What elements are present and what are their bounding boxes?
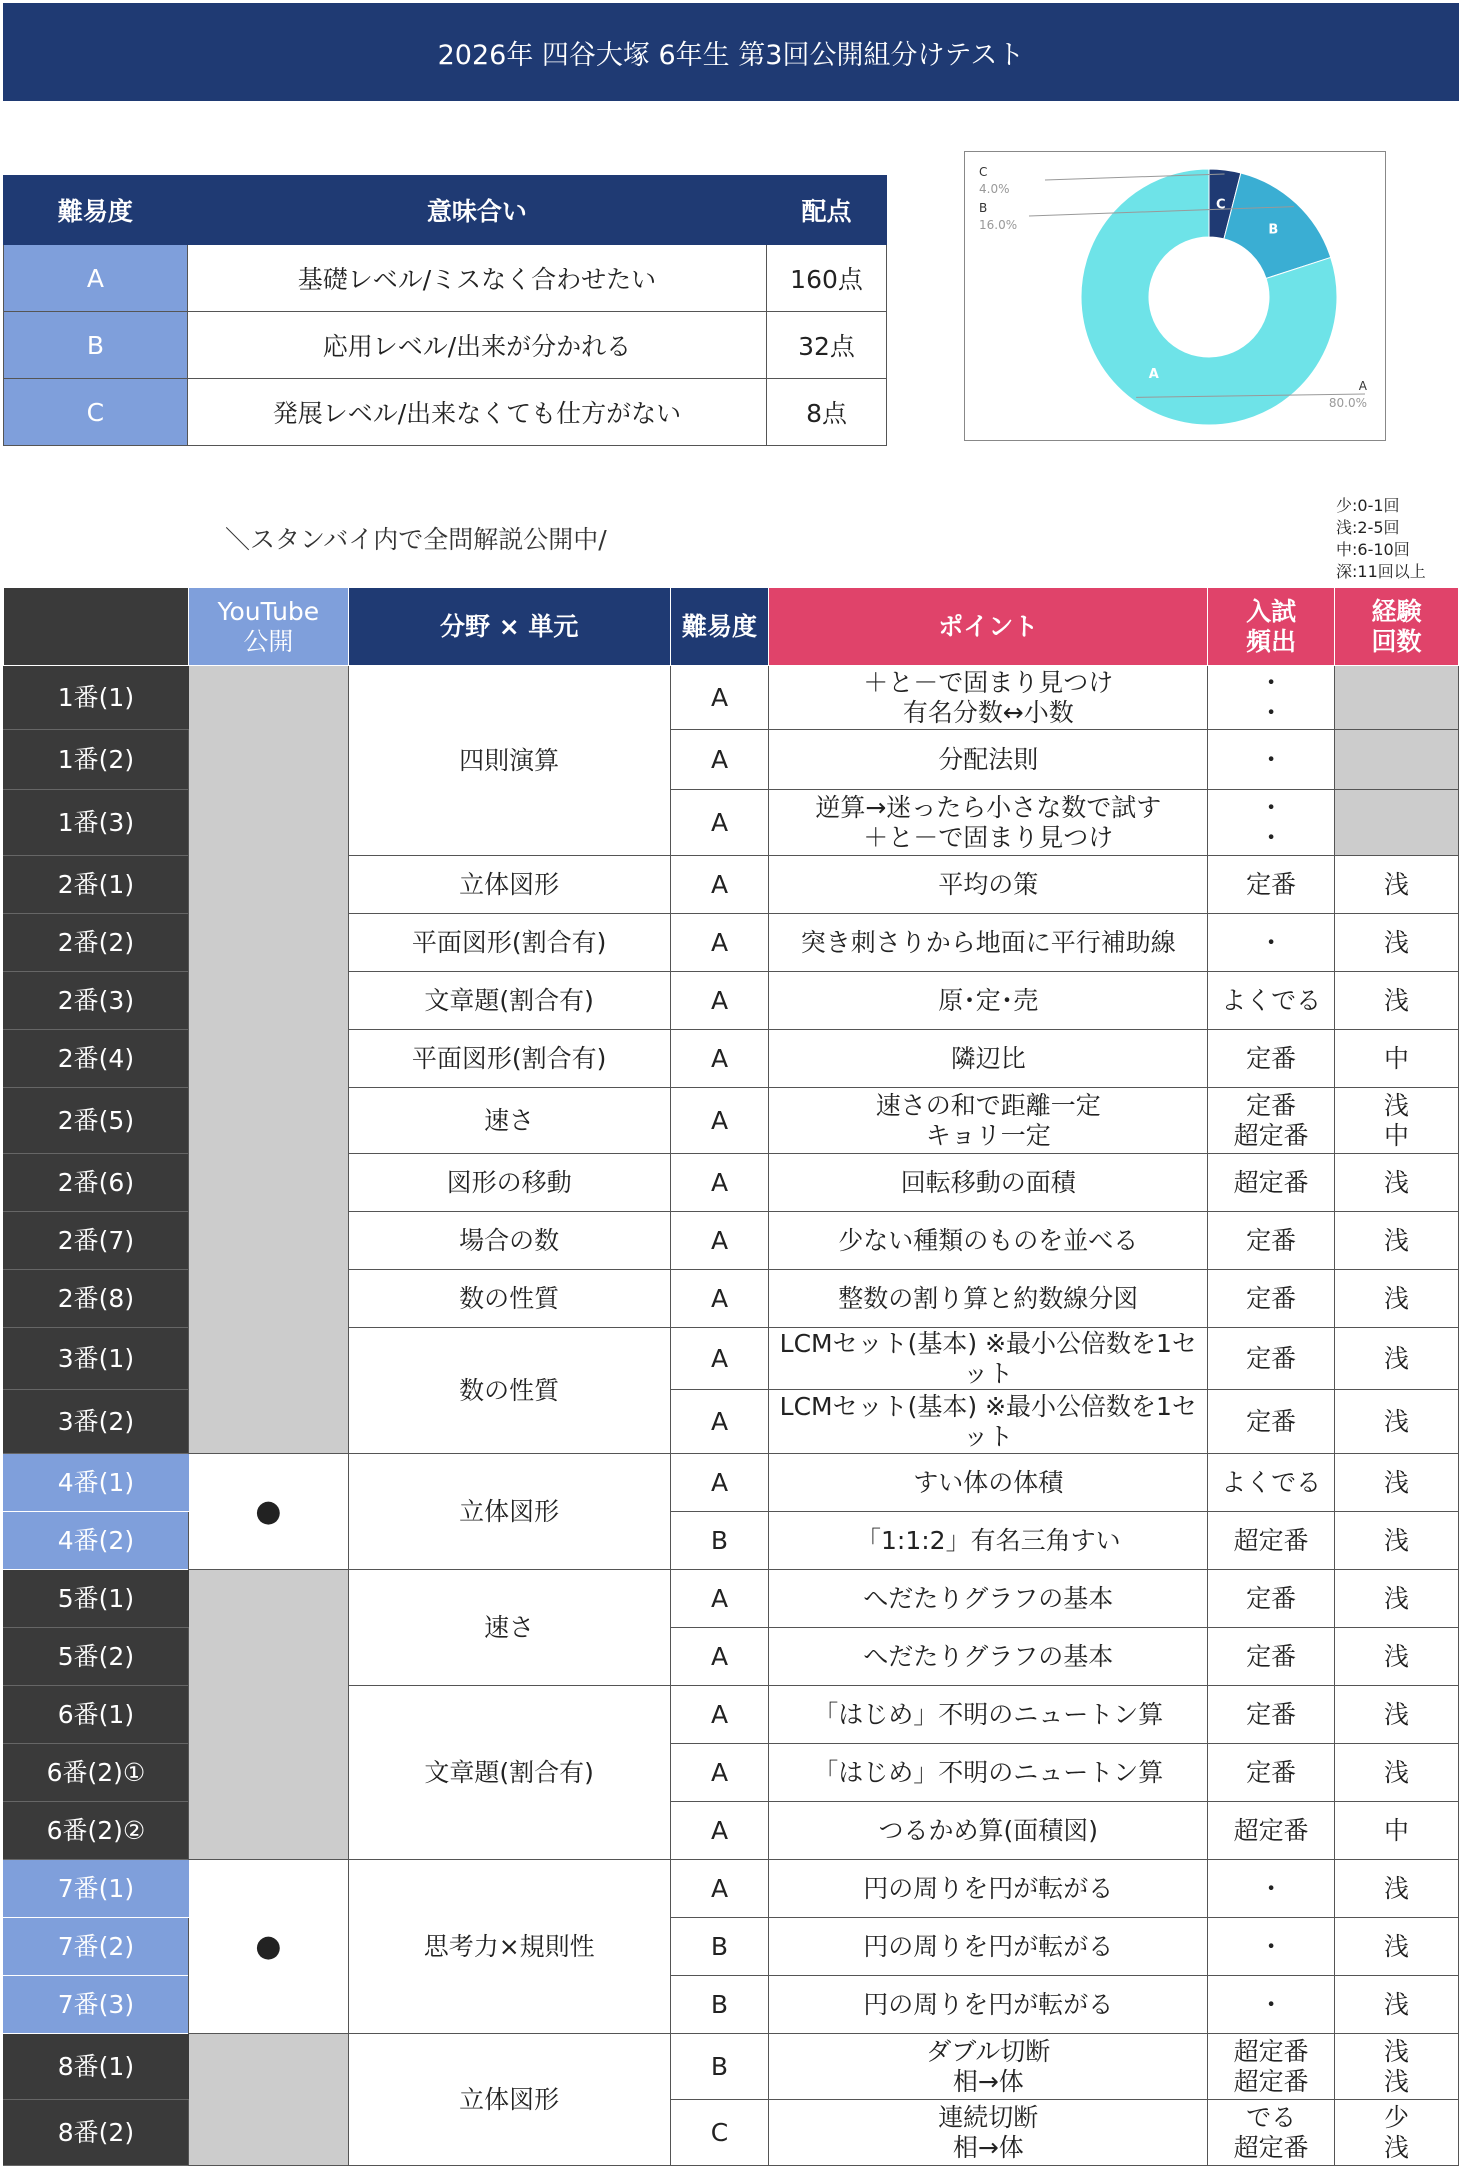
- difficulty-row: [4, 312, 887, 379]
- header-youtube: YouTube 公開: [188, 588, 348, 666]
- difficulty-cell: A: [670, 1454, 769, 1512]
- question-number-cell: 6番(2)①: [4, 1744, 189, 1802]
- subtitle: ＼スタンバイ内で全問解説公開中/: [225, 525, 607, 554]
- points-cell: 8点: [767, 379, 887, 446]
- experience-cell: 浅: [1335, 1454, 1459, 1512]
- difficulty-cell: A: [670, 790, 769, 856]
- difficulty-cell: B: [670, 1512, 769, 1570]
- question-row: [4, 1454, 1459, 1512]
- legend-line: 少:0-1回: [1336, 496, 1400, 515]
- experience-cell: 浅: [1335, 972, 1459, 1030]
- level-cell: A: [4, 245, 188, 312]
- frequency-cell: 超定番: [1208, 1802, 1335, 1860]
- point-cell: 円の周りを円が転がる: [769, 1860, 1208, 1918]
- page-title: 2026年 四谷大塚 6年生 第3回公開組分けテスト: [3, 3, 1459, 101]
- difficulty-cell: A: [670, 1860, 769, 1918]
- difficulty-cell: A: [670, 914, 769, 972]
- experience-cell: 浅: [1335, 1212, 1459, 1270]
- experience-cell: 中: [1335, 1030, 1459, 1088]
- difficulty-cell: A: [670, 1390, 769, 1454]
- experience-cell: 浅: [1335, 1918, 1459, 1976]
- point-cell: 分配法則: [769, 730, 1208, 790]
- experience-cell: 浅: [1335, 1860, 1459, 1918]
- difficulty-row: [4, 245, 887, 312]
- donut-svg: [965, 152, 1385, 440]
- field-cell: 数の性質: [348, 1270, 670, 1328]
- experience-cell: [1335, 790, 1459, 856]
- experience-cell: 浅: [1335, 1390, 1459, 1454]
- point-cell: 平均の策: [769, 856, 1208, 914]
- points-cell: 32点: [767, 312, 887, 379]
- question-number-cell: 4番(2): [4, 1512, 189, 1570]
- frequency-cell: ・: [1208, 1860, 1335, 1918]
- difficulty-cell: A: [670, 972, 769, 1030]
- difficulty-cell: B: [670, 1918, 769, 1976]
- percent-label-b: 16.0%: [979, 218, 1018, 232]
- question-number-cell: 7番(3): [4, 1976, 189, 2034]
- experience-cell: 中: [1335, 1802, 1459, 1860]
- question-number-cell: 1番(2): [4, 730, 189, 790]
- field-cell: 平面図形(割合有): [348, 1030, 670, 1088]
- difficulty-cell: B: [670, 2034, 769, 2100]
- point-cell: すい体の体積: [769, 1454, 1208, 1512]
- percent-label-a: 80.0%: [1328, 396, 1367, 410]
- frequency-cell: 定番: [1208, 1212, 1335, 1270]
- frequency-cell: 定番 超定番: [1208, 1088, 1335, 1154]
- outer-label-b: B: [979, 201, 988, 215]
- point-cell: 隣辺比: [769, 1030, 1208, 1088]
- question-number-cell: 7番(2): [4, 1918, 189, 1976]
- difficulty-cell: A: [670, 1802, 769, 1860]
- difficulty-cell: A: [670, 1154, 769, 1212]
- slice-label-b: B: [1268, 222, 1279, 238]
- question-number-cell: 6番(1): [4, 1686, 189, 1744]
- header-difficulty: 難易度: [4, 176, 188, 245]
- frequency-cell: でる 超定番: [1208, 2100, 1335, 2166]
- difficulty-header-row: [4, 176, 887, 245]
- question-number-cell: 7番(1): [4, 1860, 189, 1918]
- header-points: 配点: [767, 176, 887, 245]
- header-frequency: 入試 頻出: [1208, 588, 1335, 666]
- frequency-cell: 定番: [1208, 1628, 1335, 1686]
- outer-label-c: C: [979, 165, 988, 179]
- question-row: [4, 2034, 1459, 2100]
- experience-cell: 浅: [1335, 856, 1459, 914]
- question-number-cell: 4番(1): [4, 1454, 189, 1512]
- question-row: [4, 1570, 1459, 1628]
- outer-label-a: A: [1358, 379, 1367, 393]
- point-cell: 「はじめ」不明のニュートン算: [769, 1744, 1208, 1802]
- point-cell: 逆算→迷ったら小さな数で試す ＋と－で固まり見つけ: [769, 790, 1208, 856]
- frequency-cell: 定番: [1208, 856, 1335, 914]
- point-cell: 円の周りを円が転がる: [769, 1918, 1208, 1976]
- question-number-cell: 8番(1): [4, 2034, 189, 2100]
- point-cell: 原･定･売: [769, 972, 1208, 1030]
- difficulty-cell: A: [670, 1030, 769, 1088]
- level-cell: C: [4, 379, 188, 446]
- slice-label-c: C: [1216, 197, 1226, 213]
- field-cell: 平面図形(割合有): [348, 914, 670, 972]
- point-cell: 少ない種類のものを並べる: [769, 1212, 1208, 1270]
- point-cell: 「はじめ」不明のニュートン算: [769, 1686, 1208, 1744]
- field-cell: 立体図形: [348, 1454, 670, 1570]
- experience-cell: 浅: [1335, 1512, 1459, 1570]
- difficulty-table: [3, 175, 887, 446]
- legend-line: 深:11回以上: [1336, 562, 1426, 581]
- frequency-cell: 定番: [1208, 1744, 1335, 1802]
- experience-legend: [1336, 495, 1426, 583]
- frequency-cell: 超定番 超定番: [1208, 2034, 1335, 2100]
- question-number-cell: 2番(2): [4, 914, 189, 972]
- question-header-row: [4, 588, 1459, 666]
- point-cell: ＋と－で固まり見つけ 有名分数↔小数: [769, 666, 1208, 730]
- experience-cell: 少 浅: [1335, 2100, 1459, 2166]
- difficulty-cell: A: [670, 1328, 769, 1390]
- question-row: [4, 666, 1459, 730]
- experience-cell: 浅: [1335, 1744, 1459, 1802]
- field-cell: 場合の数: [348, 1212, 670, 1270]
- field-cell: 速さ: [348, 1088, 670, 1154]
- header-field: 分野 × 単元: [348, 588, 670, 666]
- difficulty-cell: A: [670, 1212, 769, 1270]
- difficulty-cell: A: [670, 1628, 769, 1686]
- frequency-cell: ・: [1208, 914, 1335, 972]
- experience-cell: 浅: [1335, 1628, 1459, 1686]
- field-cell: 数の性質: [348, 1328, 670, 1454]
- frequency-cell: 超定番: [1208, 1154, 1335, 1212]
- question-number-cell: 2番(7): [4, 1212, 189, 1270]
- meaning-cell: 発展レベル/出来なくても仕方がない: [187, 379, 766, 446]
- frequency-cell: 定番: [1208, 1570, 1335, 1628]
- frequency-cell: ・: [1208, 730, 1335, 790]
- question-number-cell: 2番(4): [4, 1030, 189, 1088]
- question-number-cell: 3番(2): [4, 1390, 189, 1454]
- frequency-cell: 定番: [1208, 1030, 1335, 1088]
- experience-cell: 浅: [1335, 1270, 1459, 1328]
- level-cell: B: [4, 312, 188, 379]
- difficulty-row: [4, 379, 887, 446]
- field-cell: 速さ: [348, 1570, 670, 1686]
- point-cell: LCMセット(基本) ※最小公倍数を1セット: [769, 1328, 1208, 1390]
- frequency-cell: ・ ・: [1208, 666, 1335, 730]
- difficulty-cell: A: [670, 856, 769, 914]
- experience-cell: 浅 浅: [1335, 2034, 1459, 2100]
- meaning-cell: 応用レベル/出来が分かれる: [187, 312, 766, 379]
- question-number-cell: 1番(1): [4, 666, 189, 730]
- meaning-cell: 基礎レベル/ミスなく合わせたい: [187, 245, 766, 312]
- youtube-cell: [188, 666, 348, 1454]
- youtube-cell: [188, 2034, 348, 2166]
- header-point: ポイント: [769, 588, 1208, 666]
- difficulty-cell: B: [670, 1976, 769, 2034]
- frequency-cell: ・ ・: [1208, 790, 1335, 856]
- difficulty-cell: A: [670, 1088, 769, 1154]
- difficulty-cell: A: [670, 1270, 769, 1328]
- frequency-cell: よくでる: [1208, 1454, 1335, 1512]
- header-experience: 経験 回数: [1335, 588, 1459, 666]
- point-cell: 速さの和で距離一定 キョリ一定: [769, 1088, 1208, 1154]
- point-cell: ダブル切断 相→体: [769, 2034, 1208, 2100]
- difficulty-cell: A: [670, 1744, 769, 1802]
- youtube-cell: ●: [188, 1454, 348, 1570]
- experience-cell: 浅: [1335, 1154, 1459, 1212]
- experience-cell: [1335, 730, 1459, 790]
- header-question: [4, 588, 189, 666]
- score-donut-chart: [964, 151, 1386, 441]
- field-cell: 立体図形: [348, 856, 670, 914]
- youtube-cell: ●: [188, 1860, 348, 2034]
- frequency-cell: 定番: [1208, 1270, 1335, 1328]
- point-cell: 円の周りを円が転がる: [769, 1976, 1208, 2034]
- question-number-cell: 1番(3): [4, 790, 189, 856]
- youtube-cell: [188, 1570, 348, 1860]
- experience-cell: 浅: [1335, 1976, 1459, 2034]
- frequency-cell: よくでる: [1208, 972, 1335, 1030]
- frequency-cell: 定番: [1208, 1328, 1335, 1390]
- experience-cell: 浅: [1335, 1570, 1459, 1628]
- point-cell: 「1:1:2」有名三角すい: [769, 1512, 1208, 1570]
- difficulty-cell: A: [670, 666, 769, 730]
- experience-cell: 浅 中: [1335, 1088, 1459, 1154]
- field-cell: 思考力×規則性: [348, 1860, 670, 2034]
- experience-cell: 浅: [1335, 1686, 1459, 1744]
- question-number-cell: 2番(8): [4, 1270, 189, 1328]
- slice-label-a: A: [1148, 367, 1159, 383]
- question-number-cell: 2番(6): [4, 1154, 189, 1212]
- question-number-cell: 3番(1): [4, 1328, 189, 1390]
- experience-cell: [1335, 666, 1459, 730]
- frequency-cell: 定番: [1208, 1390, 1335, 1454]
- points-cell: 160点: [767, 245, 887, 312]
- header-meaning: 意味合い: [187, 176, 766, 245]
- point-cell: 整数の割り算と約数線分図: [769, 1270, 1208, 1328]
- difficulty-cell: C: [670, 2100, 769, 2166]
- legend-line: 中:6-10回: [1336, 540, 1410, 559]
- difficulty-cell: A: [670, 730, 769, 790]
- question-row: [4, 1860, 1459, 1918]
- question-number-cell: 2番(5): [4, 1088, 189, 1154]
- question-number-cell: 2番(1): [4, 856, 189, 914]
- experience-cell: 浅: [1335, 1328, 1459, 1390]
- point-cell: へだたりグラフの基本: [769, 1628, 1208, 1686]
- point-cell: 突き刺さりから地面に平行補助線: [769, 914, 1208, 972]
- question-number-cell: 2番(3): [4, 972, 189, 1030]
- field-cell: 図形の移動: [348, 1154, 670, 1212]
- header-difficulty: 難易度: [670, 588, 769, 666]
- point-cell: 連続切断 相→体: [769, 2100, 1208, 2166]
- frequency-cell: 定番: [1208, 1686, 1335, 1744]
- frequency-cell: ・: [1208, 1918, 1335, 1976]
- point-cell: 回転移動の面積: [769, 1154, 1208, 1212]
- point-cell: つるかめ算(面積図): [769, 1802, 1208, 1860]
- point-cell: へだたりグラフの基本: [769, 1570, 1208, 1628]
- question-number-cell: 5番(1): [4, 1570, 189, 1628]
- field-cell: 四則演算: [348, 666, 670, 856]
- experience-cell: 浅: [1335, 914, 1459, 972]
- difficulty-cell: A: [670, 1570, 769, 1628]
- frequency-cell: 超定番: [1208, 1512, 1335, 1570]
- field-cell: 立体図形: [348, 2034, 670, 2166]
- legend-line: 浅:2-5回: [1336, 518, 1400, 537]
- question-number-cell: 8番(2): [4, 2100, 189, 2166]
- field-cell: 文章題(割合有): [348, 972, 670, 1030]
- frequency-cell: ・: [1208, 1976, 1335, 2034]
- field-cell: 文章題(割合有): [348, 1686, 670, 1860]
- percent-label-c: 4.0%: [979, 182, 1010, 196]
- question-number-cell: 5番(2): [4, 1628, 189, 1686]
- question-table: [3, 587, 1459, 2166]
- point-cell: LCMセット(基本) ※最小公倍数を1セット: [769, 1390, 1208, 1454]
- question-number-cell: 6番(2)②: [4, 1802, 189, 1860]
- difficulty-cell: A: [670, 1686, 769, 1744]
